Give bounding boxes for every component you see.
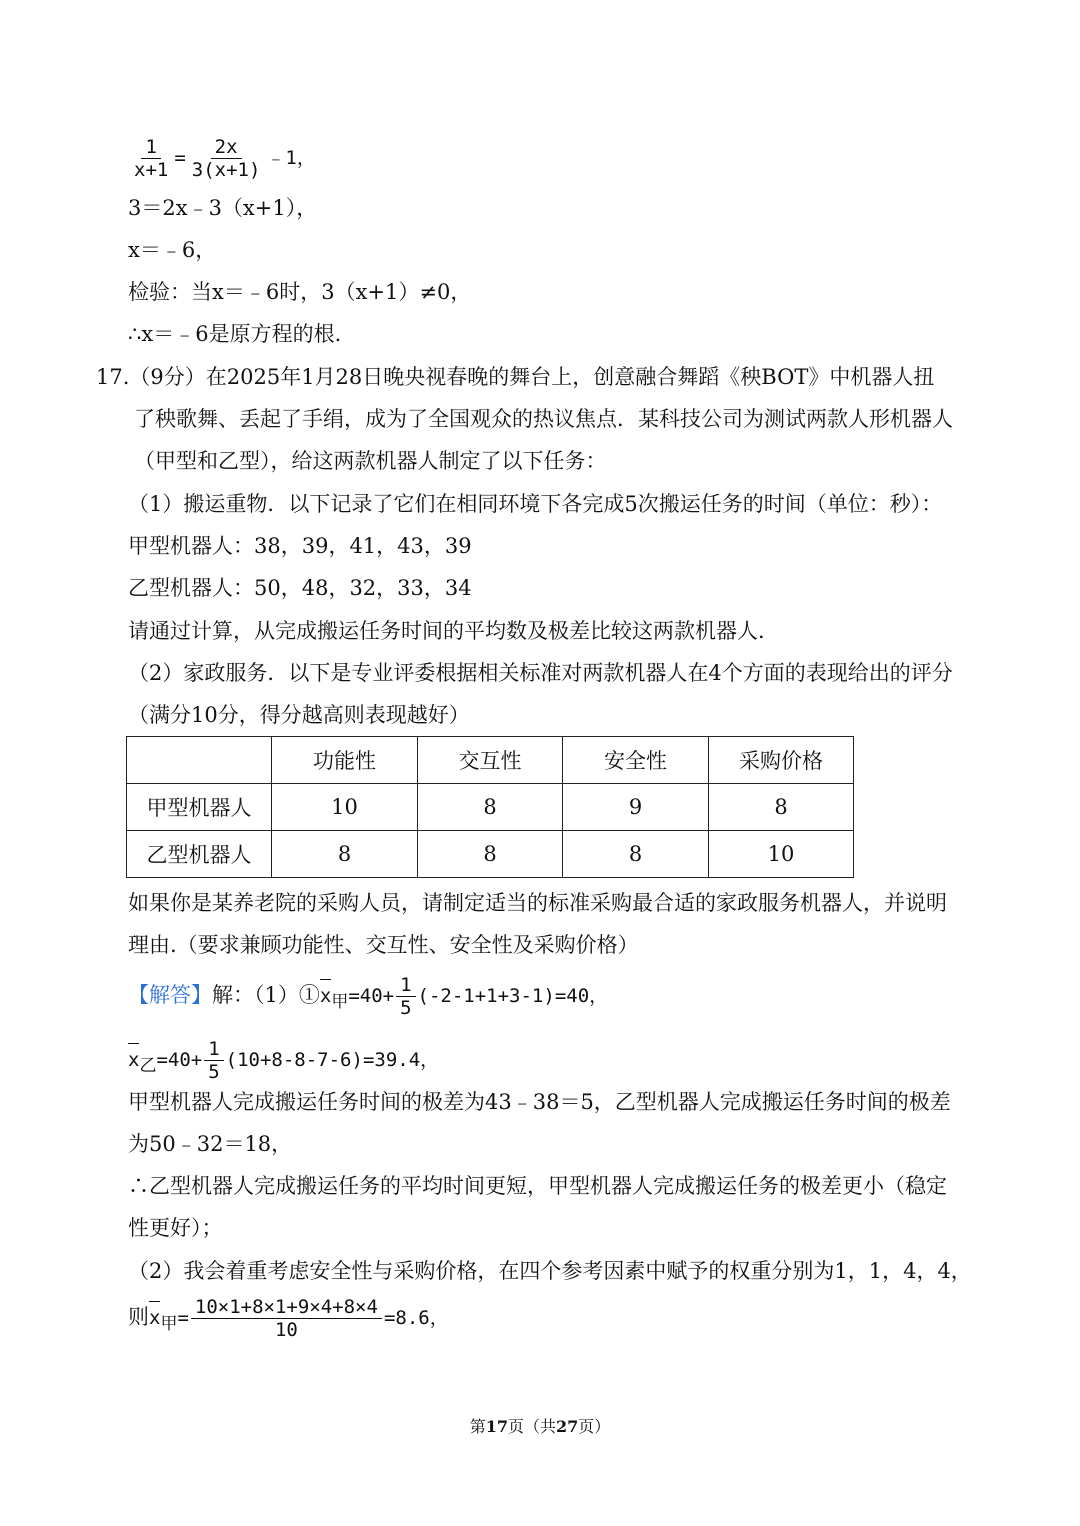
expression: 则 xyxy=(128,1305,149,1329)
subscript: 乙 xyxy=(139,1056,157,1076)
problem-stem: 17.（9分）在2025年1月28日晚央视春晚的舞台上，创意融合舞蹈《秧BOT》中机器人扭 xyxy=(96,365,935,389)
weighted-mean-line: 则x甲= $\frac{10\times 1+8\times 1+9\times 4+8\times 4}{10}$ =8.6， xyxy=(128,1296,449,1341)
table-header-cell xyxy=(127,737,272,784)
table-cell: 8 xyxy=(272,831,418,878)
table-cell: 10 xyxy=(272,784,418,831)
footer-text: 第 xyxy=(469,1417,486,1436)
expression: (10+8-8-7-6)=39.4， xyxy=(225,1049,440,1071)
fraction xyxy=(130,136,172,181)
check-line: 检验：当x＝﹣6时，3（x+1）≠0， xyxy=(128,280,472,304)
fraction xyxy=(188,136,265,181)
expression: (-2-1+1+3-1)=40， xyxy=(417,985,609,1007)
range-line: 甲型机器人完成搬运任务时间的极差为43﹣38＝5，乙型机器人完成搬运任务时间的极差 xyxy=(128,1090,951,1114)
jia-data: 甲型机器人：38，39，41，43，39 xyxy=(128,534,472,558)
table-header-row xyxy=(127,737,854,784)
denominator: 10 xyxy=(274,1319,298,1341)
answer-mean-yi xyxy=(128,1038,439,1083)
numerator: 1 xyxy=(396,974,415,997)
answer-lead: 解：（1）① xyxy=(212,983,320,1007)
fraction xyxy=(191,1296,382,1341)
table-cell: 8 xyxy=(418,784,563,831)
numerator: 1 xyxy=(204,1038,223,1061)
fraction xyxy=(204,1038,223,1083)
part2-question: 如果你是某养老院的采购人员，请制定适当的标准采购最合适的家政服务机器人，并说明 xyxy=(128,891,947,915)
denominator: 3(x+1) xyxy=(191,159,261,181)
fraction xyxy=(396,974,415,1019)
table-row xyxy=(127,831,854,878)
table-cell: 甲型机器人 xyxy=(127,784,272,831)
part2-intro: （2）家政服务．以下是专业评委根据相关标准对两款机器人在4个方面的表现给出的评分 xyxy=(128,661,953,685)
score-table xyxy=(126,736,854,878)
mean-symbol: x xyxy=(320,981,331,1011)
equation-line: x＝﹣6， xyxy=(128,238,217,262)
problem-stem: （甲型和乙型），给这两款机器人制定了以下任务： xyxy=(134,449,607,473)
table-header-cell: 交互性 xyxy=(418,737,563,784)
expression: =40+ xyxy=(348,985,395,1007)
expression: =8.6， xyxy=(383,1307,449,1329)
numerator: 1 xyxy=(141,136,160,159)
problem-stem: 了秧歌舞、丢起了手绢，成为了全国观众的热议焦点．某科技公司为测试两款人形机器人 xyxy=(134,407,953,431)
mean-symbol: x xyxy=(149,1303,160,1333)
expression: =40+ xyxy=(156,1049,203,1071)
denominator: 5 xyxy=(208,1061,220,1083)
part2-question: 理由.（要求兼顾功能性、交互性、安全性及采购价格） xyxy=(128,933,639,957)
equation-tail: ﹣1， xyxy=(266,147,316,169)
footer-text: 页） xyxy=(578,1417,611,1436)
table-cell: 8 xyxy=(563,831,709,878)
footer-text: 页（共 xyxy=(507,1417,556,1436)
denominator: 5 xyxy=(400,997,412,1019)
table-header-cell: 功能性 xyxy=(272,737,418,784)
yi-data: 乙型机器人：50，48，32，33，34 xyxy=(128,576,472,600)
table-header-cell: 采购价格 xyxy=(709,737,854,784)
page-total: 27 xyxy=(556,1417,579,1436)
table-cell: 9 xyxy=(563,784,709,831)
subscript: 甲 xyxy=(331,992,349,1012)
numerator: 2x xyxy=(211,136,242,159)
table-cell: 乙型机器人 xyxy=(127,831,272,878)
part1-question: 请通过计算，从完成搬运任务时间的平均数及极差比较这两款机器人． xyxy=(128,619,779,643)
part1-intro: （1）搬运重物．以下记录了它们在相同环境下各完成5次搬运任务的时间（单位：秒）： xyxy=(128,492,943,516)
table-row xyxy=(127,784,854,831)
answer-tag: 【解答】 xyxy=(128,983,212,1007)
conclusion-line: ∴x＝﹣6是原方程的根. xyxy=(128,322,342,346)
compare-line: ∴乙型机器人完成搬运任务的平均时间更短，甲型机器人完成搬运任务的极差更小（稳定 xyxy=(128,1174,947,1198)
page-number: 17 xyxy=(485,1417,508,1436)
table-cell: 10 xyxy=(709,831,854,878)
equation-fraction-line xyxy=(128,136,316,181)
equation-line: 3＝2x﹣3（x+1）， xyxy=(128,196,318,220)
compare-line: 性更好）； xyxy=(128,1216,223,1240)
table-header-cell: 安全性 xyxy=(563,737,709,784)
range-line: 为50﹣32＝18， xyxy=(128,1132,293,1156)
answer-mean-jia xyxy=(128,974,608,1019)
part2-intro: （满分10分，得分越高则表现越好） xyxy=(128,703,470,727)
denominator: x+1 xyxy=(134,159,169,181)
equals-sign: = xyxy=(174,147,186,169)
page-footer xyxy=(0,1414,1080,1437)
mean-symbol: x xyxy=(128,1045,139,1075)
part2-answer-line: （2）我会着重考虑安全性与采购价格，在四个参考因素中赋予的权重分别为1，1，4，4， xyxy=(128,1259,972,1283)
numerator: 10×1+8×1+9×4+8×4 xyxy=(191,1296,382,1319)
table-cell: 8 xyxy=(709,784,854,831)
table-cell: 8 xyxy=(418,831,563,878)
subscript: 甲 xyxy=(160,1314,178,1334)
